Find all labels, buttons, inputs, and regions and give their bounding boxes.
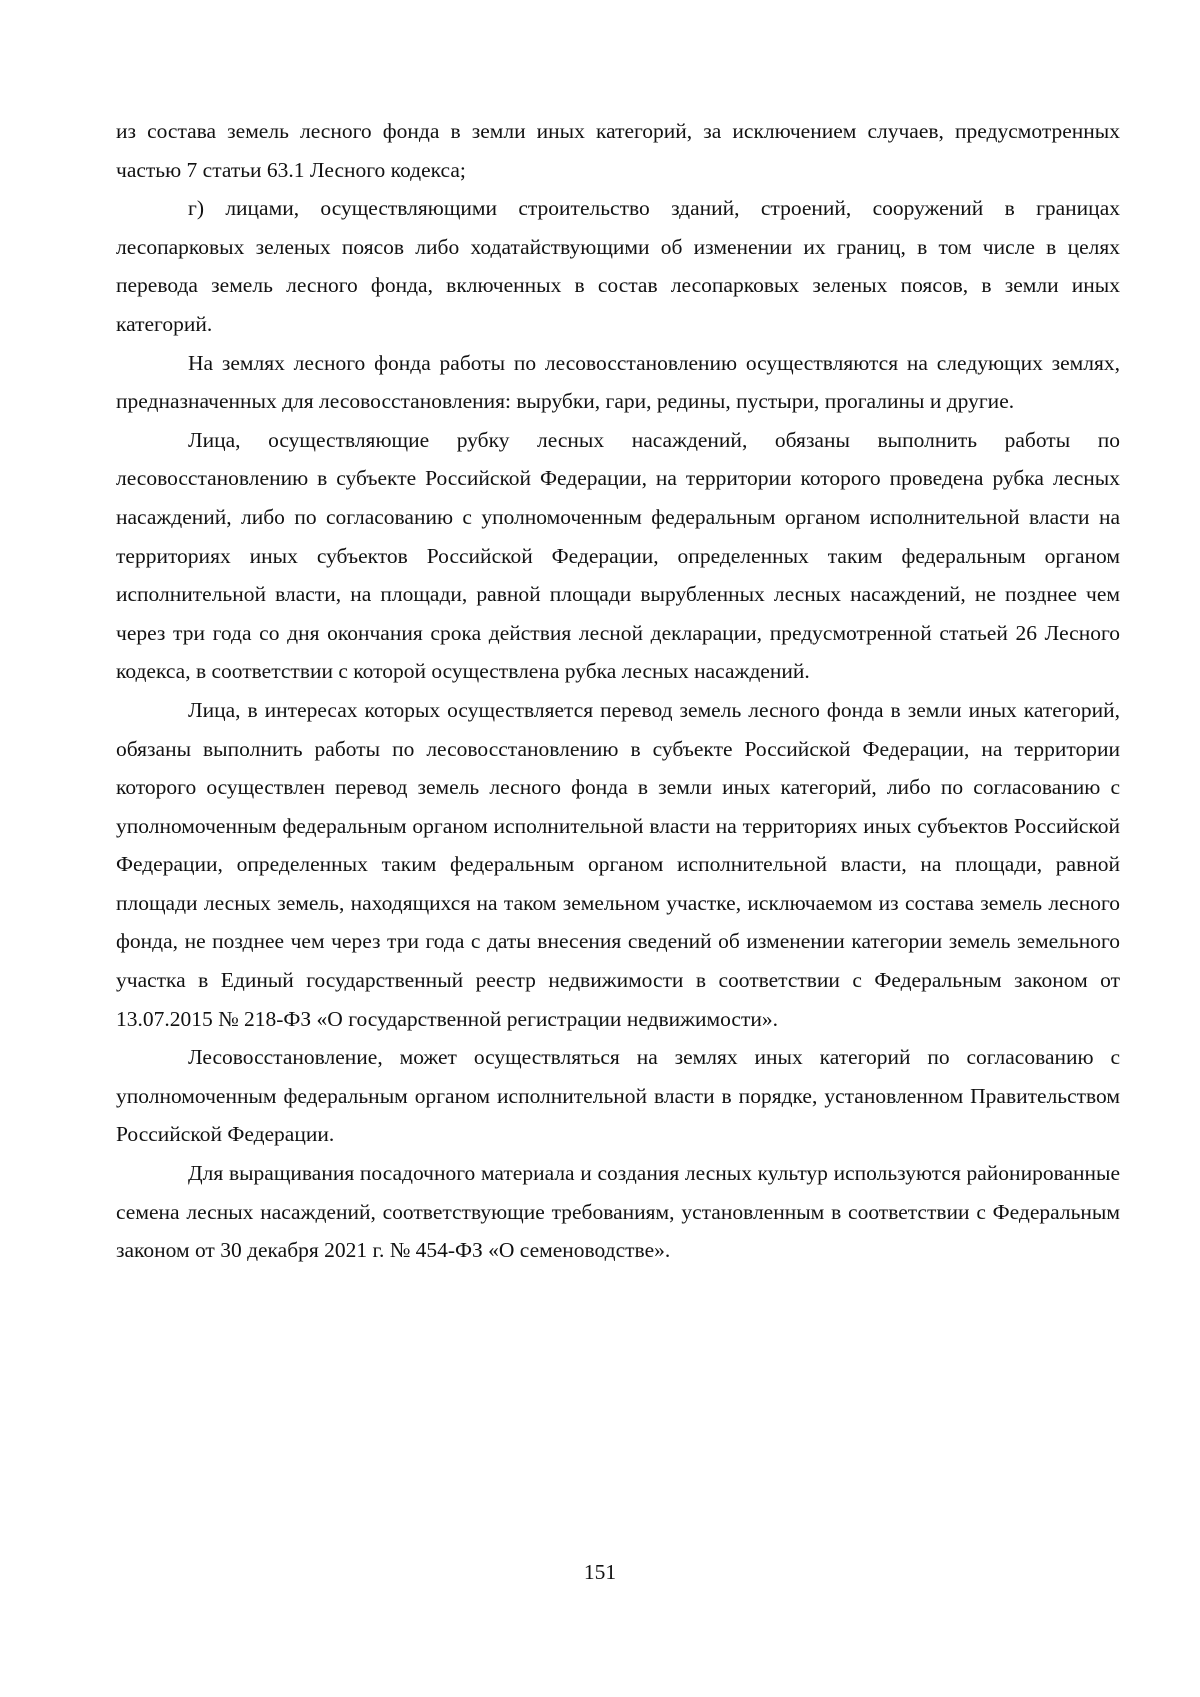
- paragraph-continuation: из состава земель лесного фонда в земли иных категорий, за исключением случаев, предусмотренных частью 7 статьи 63.1 Лесного кодекса;: [116, 119, 1120, 182]
- paragraph-land-transfer-obligations: Лица, в интересах которых осуществляется перевод земель лесного фонда в земли иных категорий, обязаны выполнить работы по лесовосстановлению в субъекте Российской Федерации, на территории которого осуществлен перевод земель лесного фонда в земли иных категорий, либо по согласованию с уполномоченным федеральным органом исполнительной власти на территориях иных субъектов Российской Федерации, определенных таким федеральным органом исполнительной власти, на площади, равной площади лесных земель, находящихся на таком земельном участке, исключаемом из состава земель лесного фонда, не позднее чем через три года с даты внесения сведений об изменении категории земель земельного участка в Единый государственный реестр недвижимости в соответствии с Федеральным законом от 13.07.2015 № 218-ФЗ «О государственной регистрации недвижимости».: [116, 697, 1120, 1031]
- paragraph-logging-obligations: Лица, осуществляющие рубку лесных насаждений, обязаны выполнить работы по лесовосстановлению в субъекте Российской Федерации, на территории которого проведена рубка лесных насаждений, либо по согласованию с уполномоченным федеральным органом исполнительной власти на территориях иных субъектов Российской Федерации, определенных таким федеральным органом исполнительной власти, на площади, равной площади вырубленных лесных насаждений, не позднее чем через три года со дня окончания срока действия лесной декларации, предусмотренной статьей 26 Лесного кодекса, в соответствии с которой осуществлена рубка лесных насаждений.: [116, 427, 1120, 684]
- page-number: 151: [583, 1560, 617, 1584]
- document-body: [116, 112, 1120, 1270]
- paragraph-seeds: Для выращивания посадочного материала и создания лесных культур используются районированные семена лесных насаждений, соответствующие требованиям, установленным в соответствии с Федеральным законом от 30 декабря 2021 г. № 454-ФЗ «О семеноводстве».: [116, 1161, 1120, 1263]
- paragraph-item-g: г) лицами, осуществляющими строительство зданий, строений, сооружений в границах лесопарковых зеленых поясов либо ходатайствующими об изменении их границ, в том числе в целях перевода земель лесного фонда, включенных в состав лесопарковых зеленых поясов, в земли иных категорий.: [116, 196, 1120, 336]
- paragraph-other-categories: Лесовосстановление, может осуществляться на землях иных категорий по согласованию с уполномоченным федеральным органом исполнительной власти в порядке, установленном Правительством Российской Федерации.: [116, 1045, 1120, 1147]
- paragraph-reforestation-lands: На землях лесного фонда работы по лесовосстановлению осуществляются на следующих землях, предназначенных для лесовосстановления: вырубки, гари, редины, пустыри, прогалины и другие.: [116, 350, 1120, 414]
